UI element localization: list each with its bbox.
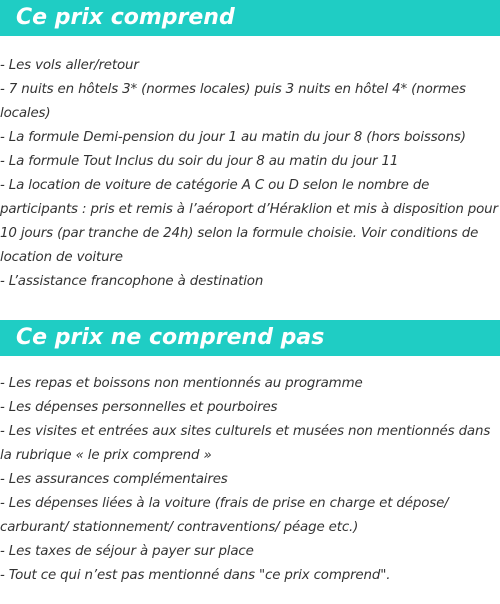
list-item: - Les taxes de séjour à payer sur place xyxy=(0,544,254,559)
included-list xyxy=(0,54,500,294)
list-item: - Tout ce qui n’est pas mentionné dans "ce prix comprend". xyxy=(0,568,391,583)
section-title-included: Ce prix comprend xyxy=(0,0,500,36)
list-item: - Les dépenses liées à la voiture (frais de prise en charge et dépose/ carburant/ stationnement/ contraventions/ péage etc.) xyxy=(0,496,449,535)
section-title-not-included: Ce prix ne comprend pas xyxy=(0,320,500,356)
not-included-list xyxy=(0,372,500,588)
list-item: - L’assistance francophone à destination xyxy=(0,274,264,289)
list-item: - Les visites et entrées aux sites culturels et musées non mentionnés dans la rubrique « le prix comprend » xyxy=(0,424,491,463)
list-item: - La formule Tout Inclus du soir du jour 8 au matin du jour 11 xyxy=(0,154,399,169)
list-item: - Les repas et boissons non mentionnés au programme xyxy=(0,376,363,391)
list-item: - Les vols aller/retour xyxy=(0,58,139,73)
list-item: - 7 nuits en hôtels 3* (normes locales) puis 3 nuits en hôtel 4* (normes locales) xyxy=(0,82,466,121)
list-item: - Les dépenses personnelles et pourboires xyxy=(0,400,278,415)
list-item: - Les assurances complémentaires xyxy=(0,472,228,487)
list-item: - La location de voiture de catégorie A C ou D selon le nombre de participants : pris et remis à l’aéroport d’Héraklion et mis à disposition pour 10 jours (par tranche de 24h) selon la formule choisie. Voir conditions de location de voiture xyxy=(0,178,498,265)
list-item: - La formule Demi-pension du jour 1 au matin du jour 8 (hors boissons) xyxy=(0,130,466,145)
